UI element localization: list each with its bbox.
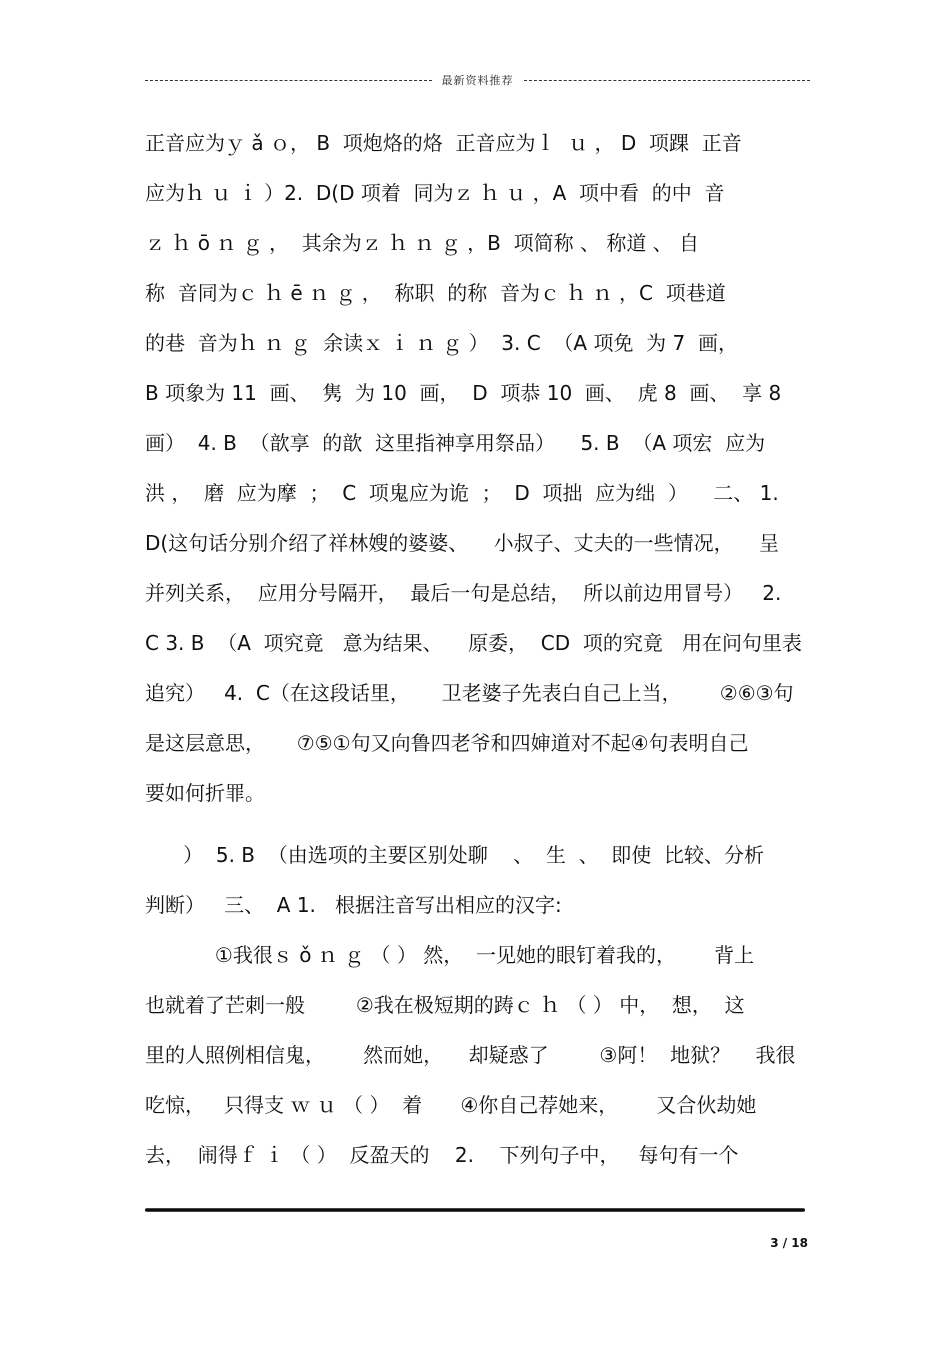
footer-rule (145, 1208, 805, 1212)
text-line: C 3. B （A 项究竟 意为结果、 原委， CD 项的究竟 用在问句里表 (145, 631, 802, 655)
paragraph-gap (145, 818, 810, 830)
text-line: 吃惊， 只得支 ｗ ｕ （ ） 着 ④你自己荐她来， 又合伙劫她 (145, 1093, 757, 1117)
text-line: 应为ｈ ｕ ｉ ）2. D(D 项着 同为ｚ ｈ ｕ ，A 项中看 的中 音 (145, 181, 725, 205)
text-line: 去， 闹得ｆ ｉ （ ） 反盈天的 2. 下列句子中， 每句有一个 (145, 1143, 739, 1167)
text-line: ①我很ｓ ǒ ｎ ｇ （ ） 然， 一见她的眼钉着我的， 背上 (145, 943, 755, 967)
text-line: 是这层意思， ⑦⑤①句又向鲁四老爷和四婶道对不起④句表明自己 (145, 731, 749, 755)
text-line: ） 5. B （由选项的主要区别处聊 、 生 、 即使 比较、分析 (145, 843, 765, 867)
text-line: 并列关系， 应用分号隔开， 最后一句是总结， 所以前边用冒号） 2. (145, 581, 782, 605)
text-line: 称 音同为ｃ ｈ ē ｎ ｇ ， 称职 的称 音为ｃ ｈ ｎ ，C 项巷道 (145, 281, 726, 305)
header-title: 最新资料推荐 (441, 74, 514, 87)
text-line: 要如何折罪。 (145, 781, 265, 805)
text-line: B 项象为 11 画、 隽 为 10 画， D 项恭 10 画、 虎 8 画、 享 8 (145, 381, 782, 405)
text-line: D(这句话分别介绍了祥林嫂的婆婆、 小叔子、丈夫的一些情况， 呈 (145, 531, 780, 555)
text-line: 也就着了芒刺一般 ②我在极短期的踌ｃ ｈ （ ） 中， 想， 这 (145, 993, 745, 1017)
text-line: 追究） 4. C（在这段话里， 卫老婆子先表白自己上当， ②⑥③句 (145, 681, 794, 705)
header-right-rule (524, 80, 811, 81)
page-header (145, 72, 810, 88)
text-line: 洪 ， 磨 应为摩 ； C 项鬼应为诡 ； D 项拙 应为绌 ） 二、 1. (145, 481, 779, 505)
text-line: 画） 4. B （歆享 的歆 这里指神享用祭品） 5. B （A 项宏 应为 (145, 431, 766, 455)
document-body (145, 118, 810, 1180)
header-left-rule (145, 80, 432, 81)
text-line: 正音应为ｙ ǎ ｏ， B 项炮烙的烙 正音应为ｌ ｕ ， D 项踝 正音 (145, 131, 742, 155)
text-line: 判断） 三、 A 1. 根据注音写出相应的汉字: (145, 893, 562, 917)
text-line: 里的人照例相信鬼， 然而她， 却疑惑了 ③阿！ 地狱？ 我很 (145, 1043, 796, 1067)
text-line: 的巷 音为ｈ ｎ ｇ 余读ｘ ｉ ｎ ｇ ） 3. C （A 项免 为 7 画， (145, 331, 738, 355)
page-number: 3 / 18 (770, 1236, 808, 1250)
text-line: ｚ ｈ ō ｎ ｇ ， 其余为ｚ ｈ ｎ ｇ ，B 项简称 、 称道 、 自 (145, 231, 700, 255)
